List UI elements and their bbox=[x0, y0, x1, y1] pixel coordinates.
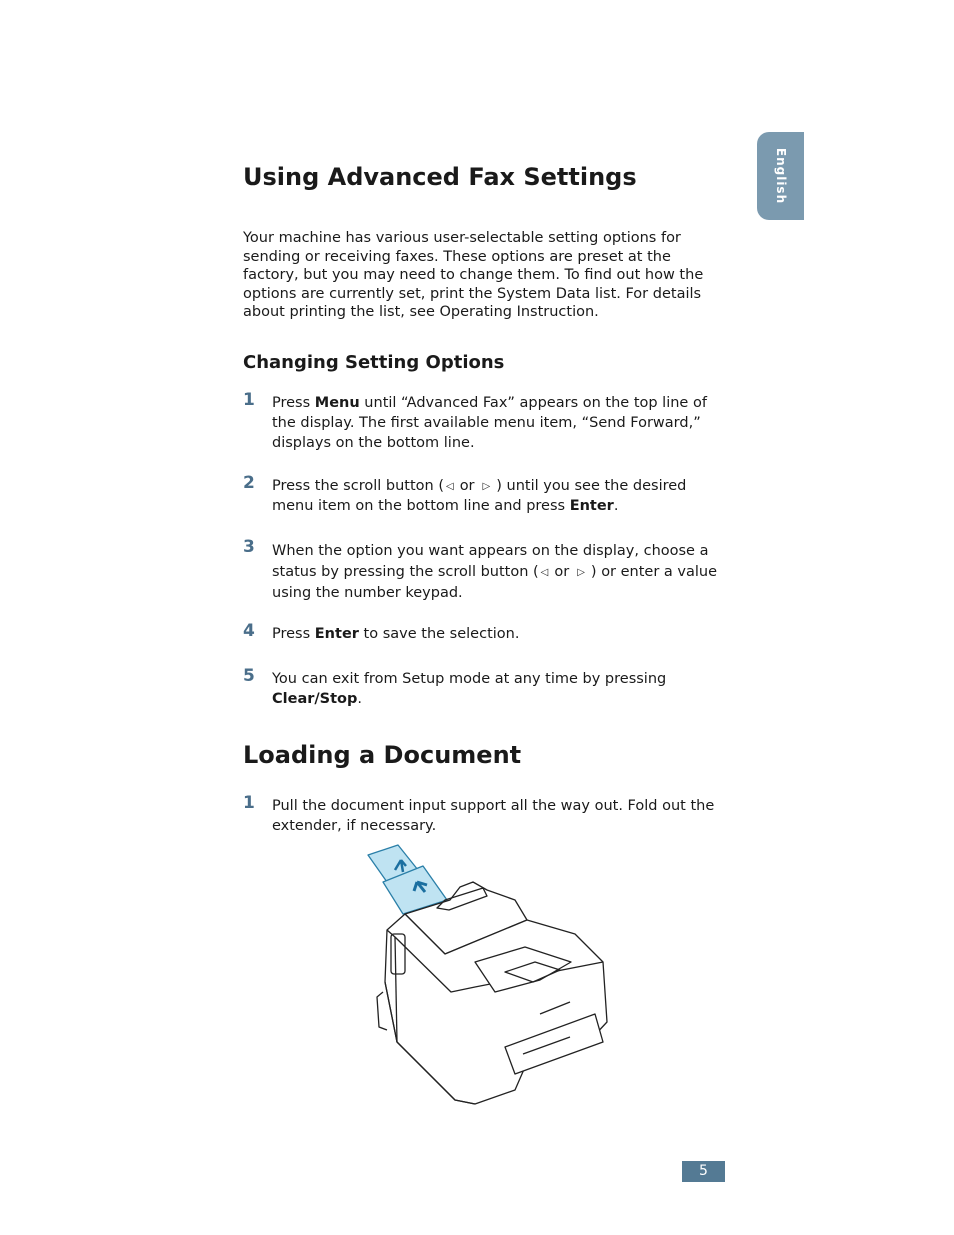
step-1: 1 Press Menu until “Advanced Fax” appears on the top line of the display. The first available menu item, “Send Forward,” displays on the bottom line. bbox=[243, 390, 707, 451]
step-3: 3 When the option you want appears on the display, choose a status by pressing the scroll button ( ◁ or ▷ ) or enter a value using the number keypad. bbox=[243, 537, 718, 601]
right-arrow-icon: ▷ bbox=[577, 566, 585, 578]
step-4: 4 Press Enter to save the selection. bbox=[243, 621, 520, 642]
section-title-advanced-fax: Using Advanced Fax Settings bbox=[243, 163, 637, 191]
step-number: 1 bbox=[243, 793, 255, 813]
page-number: 5 bbox=[682, 1161, 725, 1182]
left-arrow-icon: ◁ bbox=[445, 481, 454, 492]
left-arrow-icon: ◁ bbox=[540, 566, 549, 578]
subsection-title-changing-options: Changing Setting Options bbox=[243, 352, 505, 373]
step-number: 4 bbox=[243, 621, 255, 641]
step-2: 2 Press the scroll button ( ◁ or ▷ ) until you see the desired menu item on the bottom line and press Enter. bbox=[243, 473, 687, 514]
step-5: 5 You can exit from Setup mode at any time by pressing Clear/Stop. bbox=[243, 666, 667, 707]
right-arrow-icon: ▷ bbox=[482, 481, 491, 492]
step-number: 2 bbox=[243, 473, 255, 493]
language-tab bbox=[757, 132, 804, 220]
load-step-1: 1 Pull the document input support all the way out. Fold out the extender, if necessary. bbox=[243, 793, 715, 834]
step-number: 5 bbox=[243, 666, 255, 686]
machine-illustration bbox=[365, 842, 610, 1112]
step-number: 3 bbox=[243, 537, 255, 557]
section-title-loading-document: Loading a Document bbox=[243, 741, 522, 769]
language-tab-label: English bbox=[773, 147, 788, 205]
intro-paragraph: Your machine has various user-selectable setting options for sending or receiving faxes. These options are preset at the factory, but you may need to change them. To find out how the options are currently set, print the System Data list. For details about printing the list, see Operating Instruction. bbox=[243, 230, 704, 321]
step-number: 1 bbox=[243, 390, 255, 410]
